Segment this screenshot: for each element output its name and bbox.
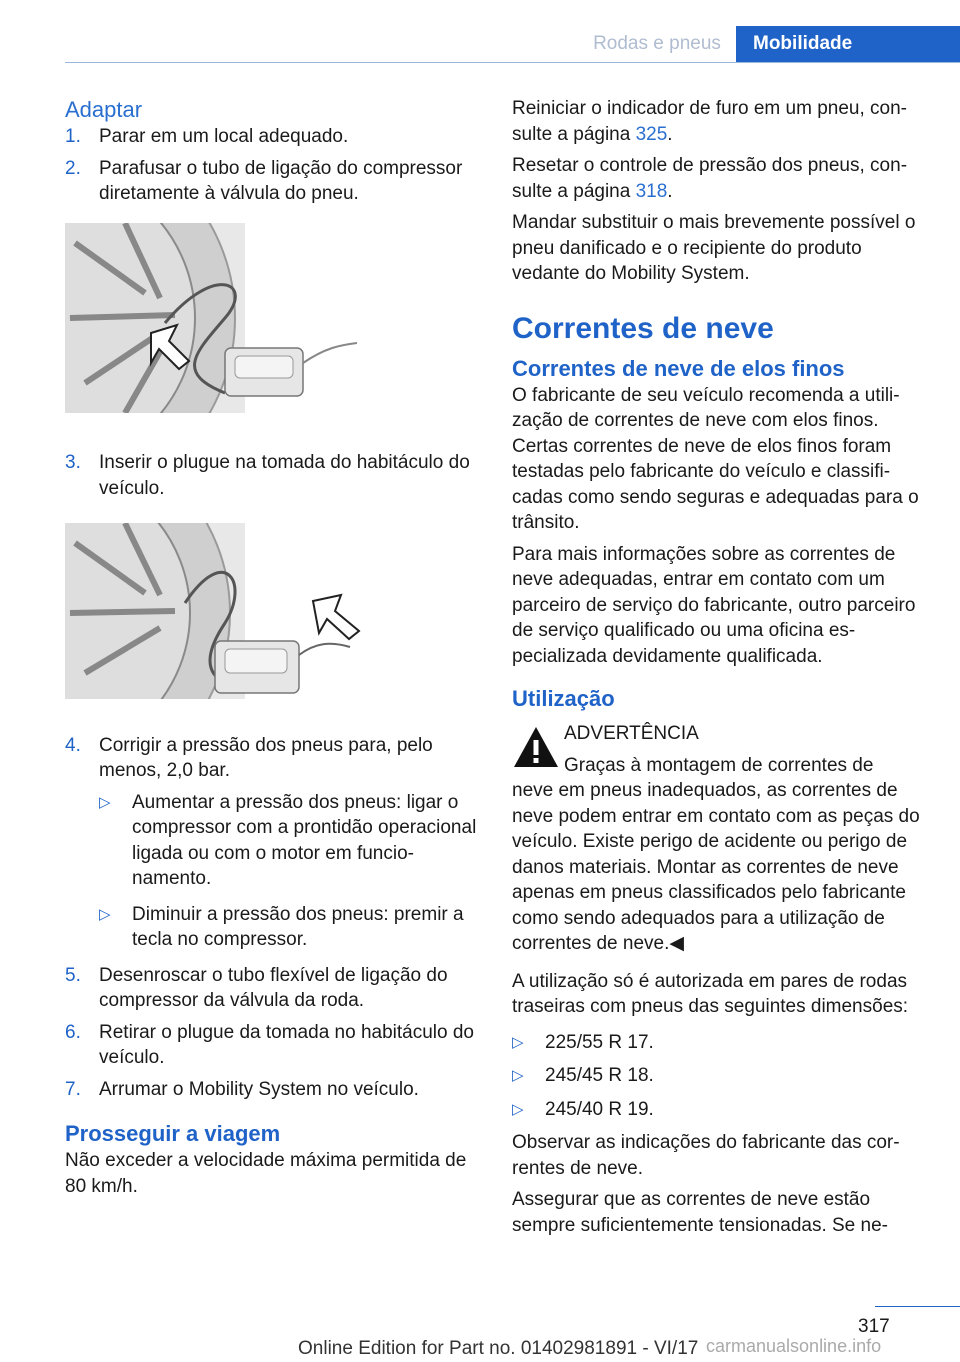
warning-text: neve em pneus inadequados, as correntes de neve podem entrar em contato com as peças do veículo. Existe perigo de acidente ou perigo de danos materiais. Montar as correntes de neve apenas em pneus classificados pelo fabricante como sendo adequados para a utilização de correntes de neve.◀	[512, 780, 920, 954]
heading-elos-finos: Correntes de neve de elos finos	[512, 355, 845, 381]
step-number: 5.	[65, 964, 81, 986]
triangle-bullet-icon: ▷	[99, 905, 111, 923]
tire-size-text: 245/40 R 19.	[545, 1098, 654, 1120]
paragraph-substituir: Mandar substituir o mais brevemente possível o pneu danificado e o recipiente do produto vedante do Mobility System.	[512, 212, 916, 284]
right-column	[512, 96, 927, 1244]
period: .	[667, 123, 673, 145]
sub-bullet	[99, 902, 480, 953]
tire-size-item	[512, 1063, 927, 1089]
compressor-valve-illustration	[65, 223, 361, 413]
step-text: Parafusar o tubo de ligação do compressor diretamente à válvula do pneu.	[99, 157, 463, 204]
step-text: Parar em um local adequado.	[99, 126, 349, 147]
paragraph-utilizacao: A utilização só é autorizada em pares de rodas traseiras com pneus das seguintes dimensões:	[512, 970, 909, 1017]
paragraph-resetar	[512, 153, 927, 204]
edition-note: Online Edition for Part no. 01402981891 - VI/17	[298, 1338, 699, 1359]
tire-size-text: 225/55 R 17.	[545, 1031, 654, 1053]
tire-size-item	[512, 1030, 927, 1056]
step-number: 6.	[65, 1021, 81, 1043]
paragraph-elos-2: Para mais informações sobre as correntes de neve adequadas, entrar em contato com um parceiro de serviço do fabricante, outro parceiro de serviço qualificado ou uma oficina especializada devidamente qualificada.	[512, 543, 916, 667]
paragraph-observar: Observar as indicações do fabricante das correntes de neve.	[512, 1132, 900, 1179]
heading-utilizacao: Utilização	[512, 686, 615, 711]
page-link-318[interactable]: 318	[635, 180, 668, 202]
tire-size-text: 245/45 R 18.	[545, 1065, 654, 1086]
sub-bullet	[99, 790, 480, 892]
watermark: carmanualsonline.info	[706, 1336, 882, 1356]
step-item	[65, 1020, 480, 1071]
paragraph-reiniciar	[512, 96, 927, 147]
header-chapter-tab: Mobilidade	[736, 26, 960, 62]
warning-block	[512, 721, 927, 778]
step-number: 4.	[65, 734, 81, 756]
left-column	[65, 96, 480, 1205]
step-number: 2.	[65, 157, 81, 179]
period: .	[667, 180, 673, 202]
paragraph-assegurar: Assegurar que as correntes de neve estão sempre suficientemente tensionadas. Se ne-	[512, 1189, 888, 1236]
triangle-bullet-icon: ▷	[512, 1067, 524, 1084]
footer-rule	[875, 1306, 960, 1307]
page-link-325[interactable]: 325	[635, 123, 668, 145]
step-text: Arrumar o Mobility System no veículo.	[99, 1078, 419, 1100]
warning-title: ADVERTÊNCIA	[564, 723, 699, 744]
step-number: 7.	[65, 1078, 81, 1100]
step-text: Inserir o plugue na tomada do habitáculo do veículo.	[99, 452, 470, 499]
heading-prosseguir: Prosseguir a viagem	[65, 1121, 281, 1146]
step-item	[65, 963, 480, 1014]
sub-bullet-text: Aumentar a pressão dos pneus: ligar o compressor com a prontidão operacional ligada ou com o motor em funcionamento.	[132, 791, 477, 889]
heading-adaptar: Adaptar	[65, 97, 143, 122]
warning-first-line: Graças à montagem de correntes de	[564, 754, 874, 776]
triangle-bullet-icon: ▷	[99, 793, 111, 811]
step-number: 1.	[65, 126, 81, 147]
header-section: Rodas e pneus	[593, 33, 721, 54]
step-item	[65, 124, 480, 150]
step-text: Desenroscar o tubo flexível de ligação do compressor da válvula da roda.	[99, 964, 448, 1011]
step-item	[65, 1077, 480, 1103]
sub-bullet-text: Diminuir a pressão dos pneus: premir a tecla no compressor.	[132, 903, 464, 950]
step-text: Retirar o plugue da tomada no habitáculo do veículo.	[99, 1021, 474, 1068]
heading-correntes-de-neve: Correntes de neve	[512, 311, 774, 345]
paragraph-elos-1: O fabricante de seu veículo recomenda a utilização de correntes de neve com elos finos. Certas correntes de neve de elos finos foram testadas pelo fabricante do veículo e classificadas como sendo seguras e adequadas para o trânsito.	[512, 384, 919, 533]
warning-triangle-icon	[512, 725, 560, 769]
step-text: Corrigir a pressão dos pneus para, pelo menos, 2,0 bar.	[99, 734, 433, 781]
page-number: 317	[858, 1316, 890, 1337]
paragraph-text: Resetar o controle de pressão dos pneus, consulte a página	[512, 155, 908, 202]
prosseguir-paragraph: Não exceder a velocidade máxima permitida de 80 km/h.	[65, 1150, 467, 1197]
header-rule	[65, 62, 960, 63]
step-item	[65, 450, 480, 501]
warning-header	[564, 721, 873, 778]
tire-size-item	[512, 1097, 927, 1123]
step-number: 3.	[65, 452, 81, 473]
plug-socket-illustration	[65, 523, 363, 699]
triangle-bullet-icon: ▷	[512, 1100, 524, 1118]
step-item	[65, 733, 480, 784]
paragraph-text: Reiniciar o indicador de furo em um pneu, consulte a página	[512, 98, 907, 145]
triangle-bullet-icon: ▷	[512, 1033, 524, 1051]
step-item	[65, 156, 480, 207]
